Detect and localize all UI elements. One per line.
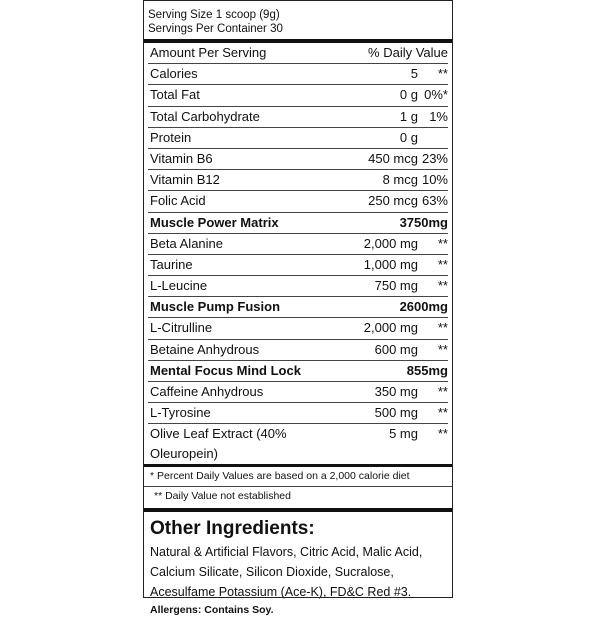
nutrient-daily-value: 63% [421, 193, 448, 209]
footnote-percent-dv: * Percent Daily Values are based on a 2,000 calorie diet [144, 467, 452, 487]
nutrient-daily-value: ** [437, 384, 448, 399]
nutrient-name: L-Leucine [150, 278, 208, 294]
ingredient-row [148, 276, 448, 297]
nutrient-name: L-Tyrosine [150, 405, 211, 421]
nutrient-name: Protein [150, 129, 192, 145]
nutrient-name: Vitamin B6 [150, 150, 213, 166]
nutrient-amount: 600 mg [374, 341, 418, 357]
nutrient-row [148, 107, 448, 128]
nutrient-amount: 1 g [399, 108, 418, 124]
blend-header-row [148, 213, 448, 234]
nutrient-daily-value: ** [437, 235, 448, 251]
nutrient-daily-value: 10% [421, 172, 448, 188]
nutrient-name: Folic Acid [150, 193, 206, 209]
header-row [148, 43, 448, 64]
blend-list [148, 213, 448, 465]
nutrient-name: Total Carbohydrate [150, 108, 260, 124]
nutrient-row [148, 191, 448, 212]
nutrient-daily-value: 0%* [424, 87, 448, 103]
nutrient-row [148, 64, 448, 85]
ingredient-row [148, 403, 448, 424]
ingredient-row [148, 340, 448, 361]
nutrient-name: Betaine Anhydrous [150, 341, 260, 357]
serving-size: Serving Size 1 scoop (9g) [148, 9, 280, 21]
nutrient-name: Muscle Power Matrix [150, 214, 279, 230]
nutrient-amount: 0 g [399, 129, 418, 145]
footnote-dv-not-established: ** Daily Value not established [154, 490, 291, 503]
nutrient-name: Total Fat [150, 87, 200, 103]
ingredient-row [148, 234, 448, 255]
blend-header-row [148, 297, 448, 318]
nutrient-row [148, 170, 448, 191]
nutrient-name: Mental Focus Mind Lock [150, 362, 301, 378]
ingredient-row [148, 255, 448, 276]
servings-per-container: Servings Per Container 30 [148, 23, 283, 35]
other-ingredients-title: Other Ingredients: [150, 518, 315, 540]
nutrient-amount: 5 [410, 66, 418, 82]
nutrient-daily-value: 1% [429, 108, 448, 124]
nutrient-amount: 350 mg [374, 384, 418, 399]
nutrient-daily-value: ** [437, 320, 448, 336]
nutrient-amount: 500 mg [374, 405, 418, 421]
nutrient-name: Caffeine Anhydrous [150, 384, 264, 399]
nutrient-amount: 3750mg [399, 214, 448, 230]
nutrient-list [148, 64, 448, 212]
nutrient-name: Beta Alanine [150, 235, 224, 251]
ingredient-row [148, 424, 448, 464]
allergens-statement: Allergens: Contains Soy. [150, 604, 274, 617]
daily-value-label: % Daily Value [368, 45, 448, 60]
nutrient-name: Taurine [150, 256, 193, 272]
nutrient-row [148, 149, 448, 170]
nutrient-amount: 450 mcg [368, 150, 418, 166]
nutrient-daily-value: ** [437, 66, 448, 82]
nutrient-name: Vitamin B12 [150, 172, 220, 188]
nutrient-name: L-Citrulline [150, 320, 213, 336]
nutrient-amount: 750 mg [374, 278, 418, 294]
nutrient-daily-value: 23% [421, 150, 448, 166]
nutrient-daily-value: ** [437, 256, 448, 272]
nutrient-name: Olive Leaf Extract (40% Oleuropein) [150, 426, 287, 462]
other-ingredients-text: Natural & Artificial Flavors, Citric Acid, Malic Acid, Calcium Silicate, Silicon Dioxide, Sucralose, Acesulfame Potassium (Ace-K), FD&C Red #3. [150, 545, 423, 600]
nutrient-daily-value: ** [437, 278, 448, 294]
nutrient-amount: 2,000 mg [363, 320, 418, 336]
nutrient-daily-value: ** [437, 426, 448, 442]
nutrient-amount: 1,000 mg [363, 256, 418, 272]
ingredient-row [148, 382, 448, 403]
nutrient-amount: 250 mcg [368, 193, 418, 209]
serving-info [148, 1, 448, 36]
nutrient-row [148, 128, 448, 149]
nutrient-row [148, 85, 448, 106]
supplement-facts-label [143, 0, 453, 617]
nutrient-amount: 855mg [406, 362, 448, 378]
nutrient-amount: 5 mg [389, 426, 418, 442]
nutrient-amount: 2600mg [399, 299, 448, 315]
nutrient-daily-value: ** [437, 405, 448, 421]
nutrient-amount: 0 g [399, 87, 418, 103]
nutrient-amount: 8 mcg [382, 172, 418, 188]
ingredient-row [148, 318, 448, 339]
nutrient-name: Calories [150, 66, 198, 82]
nutrient-daily-value: ** [437, 341, 448, 357]
nutrient-name: Muscle Pump Fusion [150, 299, 281, 315]
amount-per-serving-label: Amount Per Serving [150, 45, 267, 60]
blend-header-row [148, 361, 448, 382]
nutrient-amount: 2,000 mg [363, 235, 418, 251]
